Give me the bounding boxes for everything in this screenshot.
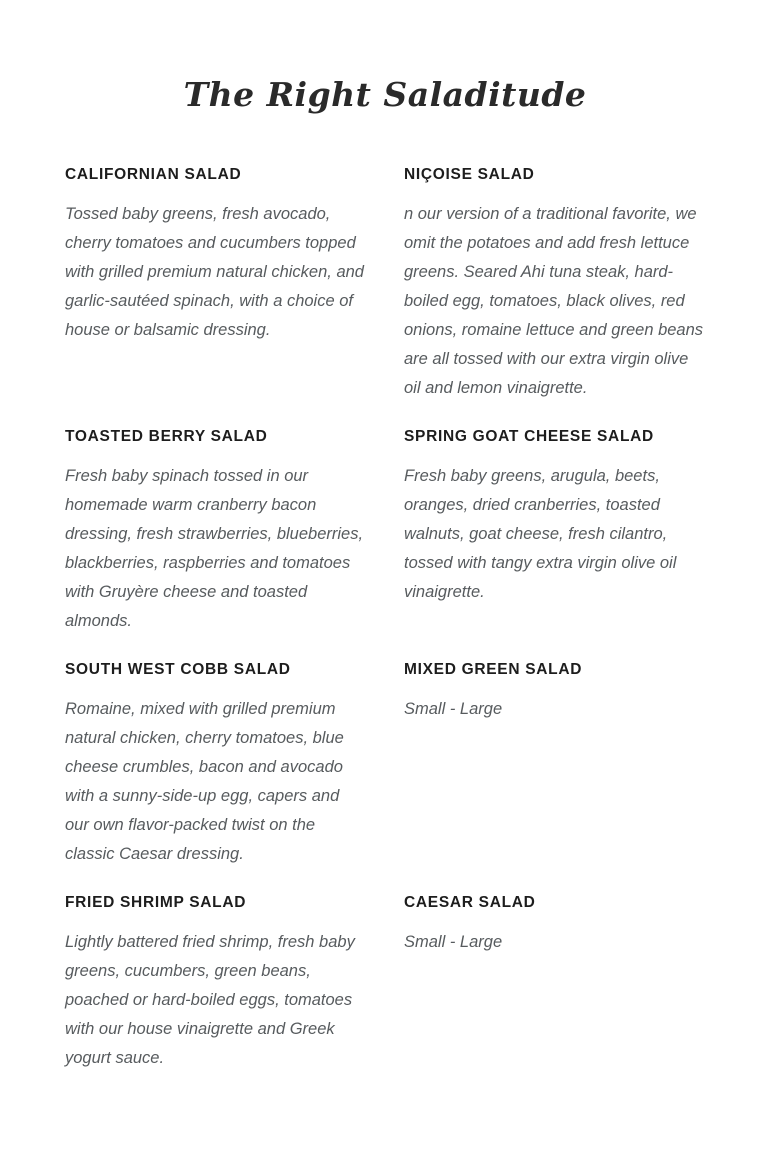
menu-item-spring-goat-cheese-salad [404,427,705,636]
menu-grid [65,165,705,1073]
menu-item-description: Fresh baby spinach tossed in our homemade warm cranberry bacon dressing, fresh strawberries, blueberries, blackberries, raspberries and tomatoes with Gruyère cheese and toasted almonds. [65,467,364,630]
page-title: The Right Saladitude [183,75,587,114]
menu-item-description: n our version of a traditional favorite, we omit the potatoes and add fresh lettuce greens. Seared Ahi tuna steak, hard-boiled egg, tomatoes, black olives, red onions, romaine lettuce and green beans are all tossed with our extra virgin olive oil and lemon vinaigrette. [404,205,704,397]
menu-item-name: FRIED SHRIMP SALAD [65,894,247,911]
menu-item-mixed-green-salad [404,660,705,869]
menu-item-description: Small - Large [404,700,503,718]
menu-item-description: Lightly battered fried shrimp, fresh baby greens, cucumbers, green beans, poached or hard-boiled eggs, tomatoes with our house vinaigrette and Greek yogurt sauce. [65,933,355,1067]
menu-item-name: TOASTED BERRY SALAD [65,428,268,445]
menu-item-californian-salad [65,165,366,403]
menu-item-description: Fresh baby greens, arugula, beets, oranges, dried cranberries, toasted walnuts, goat cheese, fresh cilantro, tossed with tangy extra virgin olive oil vinaigrette. [404,467,677,601]
menu-item-name: CALIFORNIAN SALAD [65,166,242,183]
menu-item-south-west-cobb-salad [65,660,366,869]
menu-item-name: SOUTH WEST COBB SALAD [65,661,291,678]
menu-item-fried-shrimp-salad [65,893,366,1073]
menu-item-name: CAESAR SALAD [404,894,536,911]
menu-item-name: NIÇOISE SALAD [404,166,535,183]
menu-item-name: MIXED GREEN SALAD [404,661,583,678]
menu-item-name: SPRING GOAT CHEESE SALAD [404,428,654,445]
menu-item-toasted-berry-salad [65,427,366,636]
menu-item-description: Tossed baby greens, fresh avocado, cherry tomatoes and cucumbers topped with grilled premium natural chicken, and garlic-sautéed spinach, with a choice of house or balsamic dressing. [65,205,364,339]
menu-item-description: Small - Large [404,933,503,951]
menu-item-caesar-salad [404,893,705,1073]
menu-item-nicoise-salad [404,165,705,403]
menu-item-description: Romaine, mixed with grilled premium natural chicken, cherry tomatoes, blue cheese crumbles, bacon and avocado with a sunny-side-up egg, capers and our own flavor-packed twist on the classic Caesar dressing. [65,700,344,863]
